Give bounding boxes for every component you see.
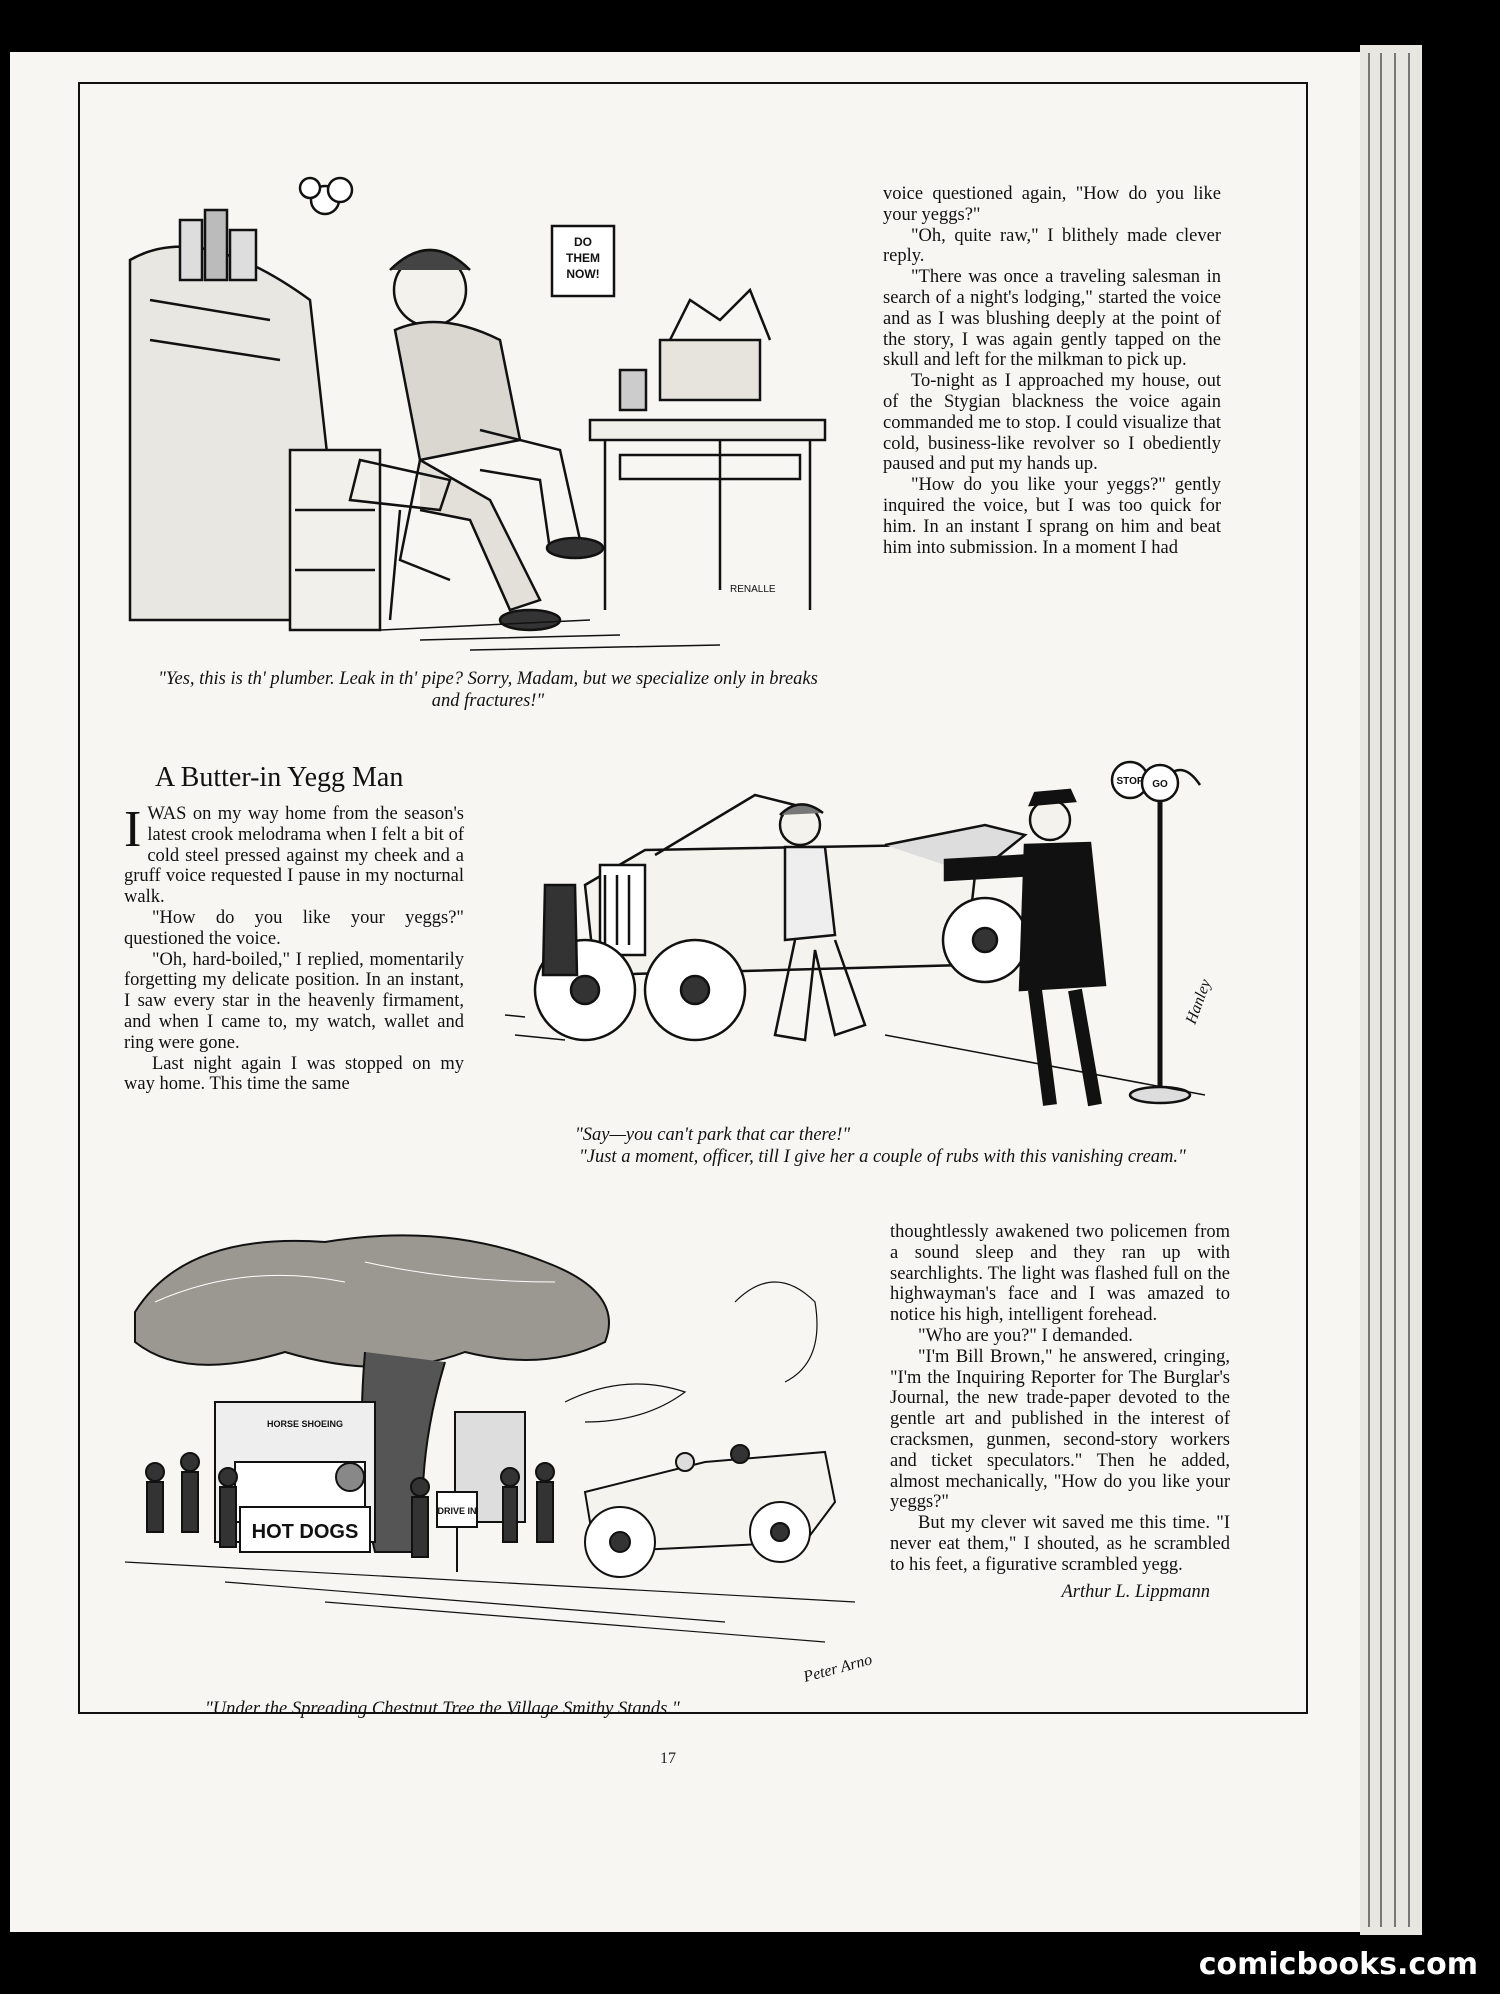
- plumber-cartoon: [120, 180, 840, 655]
- car-caption: [575, 1124, 1265, 1168]
- site-watermark: comicbooks.com: [1198, 1947, 1478, 1982]
- car-officer-cartoon: [505, 735, 1230, 1105]
- paragraph: thoughtlessly awakened two policemen from a sound sleep and they ran up with searchlights. The light was flashed full on the highwayman's face and I was amazed to notice his high, intelligent forehead.: [890, 1222, 1230, 1326]
- column-top-right: [883, 184, 1221, 558]
- paragraph: To-night as I approached my house, out of the Stygian blackness the voice again commanded me to stop. I could visualize that cold, business-like revolver so I obediently paused and put my hands up.: [883, 371, 1221, 475]
- paragraph: "How do you like your yeggs?" questioned the voice.: [124, 907, 464, 949]
- paragraph: "There was once a traveling salesman in search of a night's lodging," started the voice and as I was blushing deeply at the point of the story, I was again gently tapped on the skull and left for the milkman to pick up.: [883, 267, 1221, 371]
- author-signature: Arthur L. Lippmann: [1061, 1581, 1210, 1602]
- paragraph: "How do you like your yeggs?" gently inquired the voice, but I was too quick for him. In an instant I sprang on him and beat him into submission. In a moment I had: [883, 475, 1221, 558]
- first-paragraph: [124, 801, 464, 908]
- go-sign-text: GO: [1152, 779, 1168, 790]
- chestnut-tree-cartoon: [125, 1222, 874, 1714]
- drive-in-sign-text: DRIVE IN: [437, 1506, 477, 1516]
- paragraph: "I'm Bill Brown," he answered, cringing, "I'm the Inquiring Reporter for The Burglar's Journal, the new trade-paper devoted to the gentle art and published in the interest of cracksmen, gunmen, second-story workers and ticket speculators." Then he added, almost mechanically, "How do you like your yeggs?": [890, 1346, 1230, 1513]
- paragraph: "Oh, quite raw," I blithely made clever reply.: [883, 225, 1221, 267]
- paragraph: "Who are you?" I demanded.: [918, 1325, 1133, 1346]
- page-edge-stack: [1360, 45, 1422, 1935]
- paragraph: Last night again I was stopped on my way home. This time the same: [124, 1053, 464, 1095]
- plumber-caption: "Yes, this is th' plumber. Leak in th' pipe? Sorry, Madam, but we specialize only in breaks and fractures!": [158, 669, 818, 711]
- drop-cap: I: [124, 801, 142, 858]
- chestnut-tree-caption: "Under the Spreading Chestnut Tree the Village Smithy Stands.": [205, 1699, 680, 1719]
- do-them-now-sign-line: NOW!: [566, 267, 600, 281]
- page-number: 17: [660, 1750, 676, 1767]
- article-title: A Butter-in Yegg Man: [155, 762, 404, 793]
- artist-signature: Peter Arno: [801, 1651, 874, 1686]
- hot-dogs-sign-text: HOT DOGS: [251, 1521, 359, 1543]
- horse-shoeing-sign-text: HORSE SHOEING: [266, 1419, 344, 1429]
- paragraph: But my clever wit saved me this time. "I never eat them," I shouted, as he scrambled to his feet, a figurative scrambled yegg.: [890, 1513, 1230, 1575]
- artist-signature: Hanley: [1182, 977, 1215, 1027]
- paragraph: "Oh, hard-boiled," I replied, momentarily forgetting my delicate position. In an instant, I saw every star in the heavenly firmament, and when I came to, my watch, wallet and ring were gone.: [124, 949, 464, 1053]
- car-caption-line: "Say—you can't park that car there!": [575, 1125, 851, 1145]
- column-bottom-right: [890, 1222, 1230, 1602]
- artist-signature: RENALLE: [730, 584, 776, 595]
- do-them-now-sign-line: DO: [574, 235, 592, 249]
- stop-sign-text: STOP: [1116, 776, 1144, 787]
- column-left: [124, 801, 464, 1095]
- car-caption-line: "Just a moment, officer, till I give her a couple of rubs with this vanishing cream.": [579, 1147, 1186, 1167]
- paragraph: voice questioned again, "How do you like your yeggs?": [883, 184, 1221, 225]
- first-paragraph-text: WAS on my way home from the season's latest crook melodrama when I felt a bit of cold steel pressed against my cheek and a gruff voice requested I pause in my nocturnal walk.: [124, 804, 464, 908]
- do-them-now-sign-line: THEM: [566, 251, 600, 265]
